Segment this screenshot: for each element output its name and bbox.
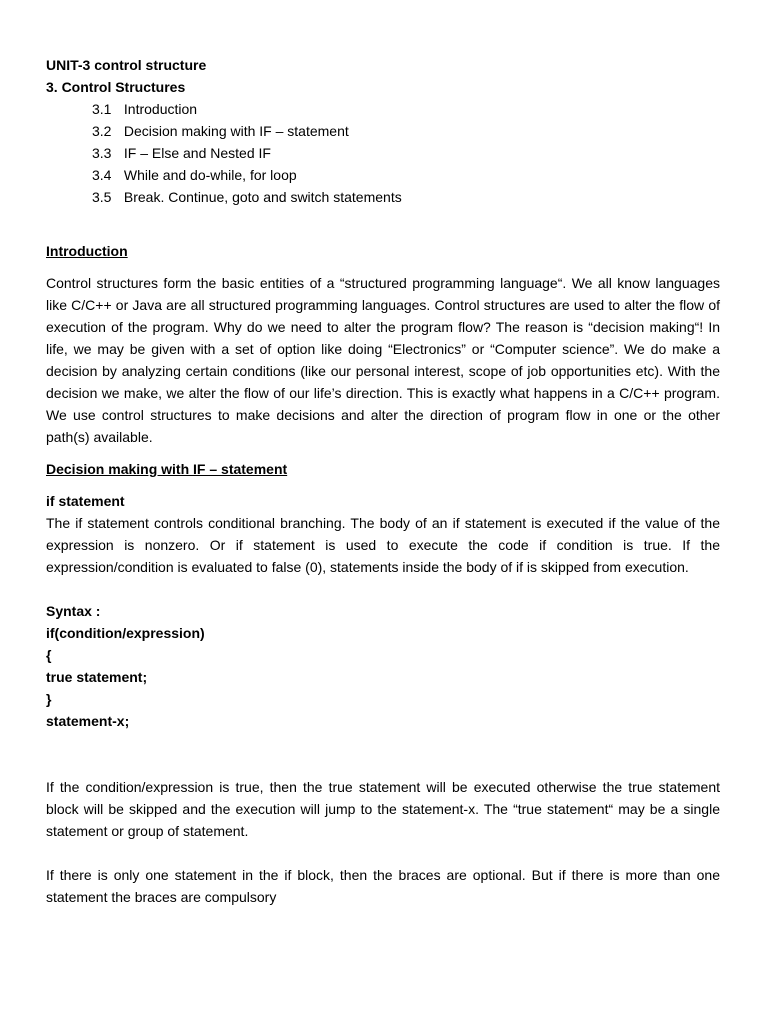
syntax-line: if(condition/expression) <box>46 625 205 641</box>
toc-item: 3.5 Break. Continue, goto and switch statements <box>92 189 402 205</box>
document-page <box>46 54 720 908</box>
explanation-paragraph: If the condition/expression is true, then the true statement will be executed otherwise the true statement block will be skipped and the execution will jump to the statement-x. The “true statement“ may be a single statement or group of statement. <box>46 779 720 839</box>
spacer <box>46 448 720 458</box>
unit-title: UNIT-3 control structure <box>46 57 207 73</box>
syntax-line: { <box>46 647 52 663</box>
table-of-contents <box>46 98 720 208</box>
syntax-label: Syntax : <box>46 603 101 619</box>
introduction-paragraph: Control structures form the basic entities of a “structured programming language“. We all know languages like C/C++ or Java are all structured programming languages. Control structures are used to alter the flow of execution of the program. Why do we need to alter the program flow? The reason is “decision making“! In life, we may be given with a set of option like doing “Electronics” or “Computer science”. We do make a decision by analyzing certain conditions (like our personal interest, scope of job opportunities etc). With the decision we make, we alter the flow of our life’s direction. This is exactly what happens in a C/C++ program. We use control structures to make decisions and alter the direction of program flow in one or the other path(s) available. <box>46 275 720 445</box>
syntax-line: true statement; <box>46 669 148 685</box>
syntax-line: statement-x; <box>46 713 130 729</box>
spacer <box>46 754 720 776</box>
spacer <box>46 578 720 600</box>
syntax-line: } <box>46 691 52 707</box>
toc-item: 3.1 Introduction <box>92 101 198 117</box>
decision-heading: Decision making with IF – statement <box>46 461 288 477</box>
spacer <box>46 842 720 864</box>
toc-item: 3.4 While and do-while, for loop <box>92 167 297 183</box>
spacer <box>46 480 720 490</box>
toc-item: 3.2 Decision making with IF – statement <box>92 123 349 139</box>
chapter-title: 3. Control Structures <box>46 79 186 95</box>
spacer <box>46 208 720 230</box>
spacer <box>46 732 720 754</box>
spacer <box>46 230 720 240</box>
braces-paragraph: If there is only one statement in the if block, then the braces are optional. But if there is more than one statement the braces are compulsory <box>46 867 720 905</box>
toc-item: 3.3 IF – Else and Nested IF <box>92 145 271 161</box>
spacer <box>46 262 720 272</box>
introduction-heading: Introduction <box>46 243 128 259</box>
if-statement-paragraph: The if statement controls conditional branching. The body of an if statement is executed if the value of the expression is nonzero. Or if statement is used to execute the code if condition is true. If the expression/condition is evaluated to false (0), statements inside the body of if is skipped from execution. <box>46 515 720 575</box>
if-statement-subheading: if statement <box>46 493 125 509</box>
